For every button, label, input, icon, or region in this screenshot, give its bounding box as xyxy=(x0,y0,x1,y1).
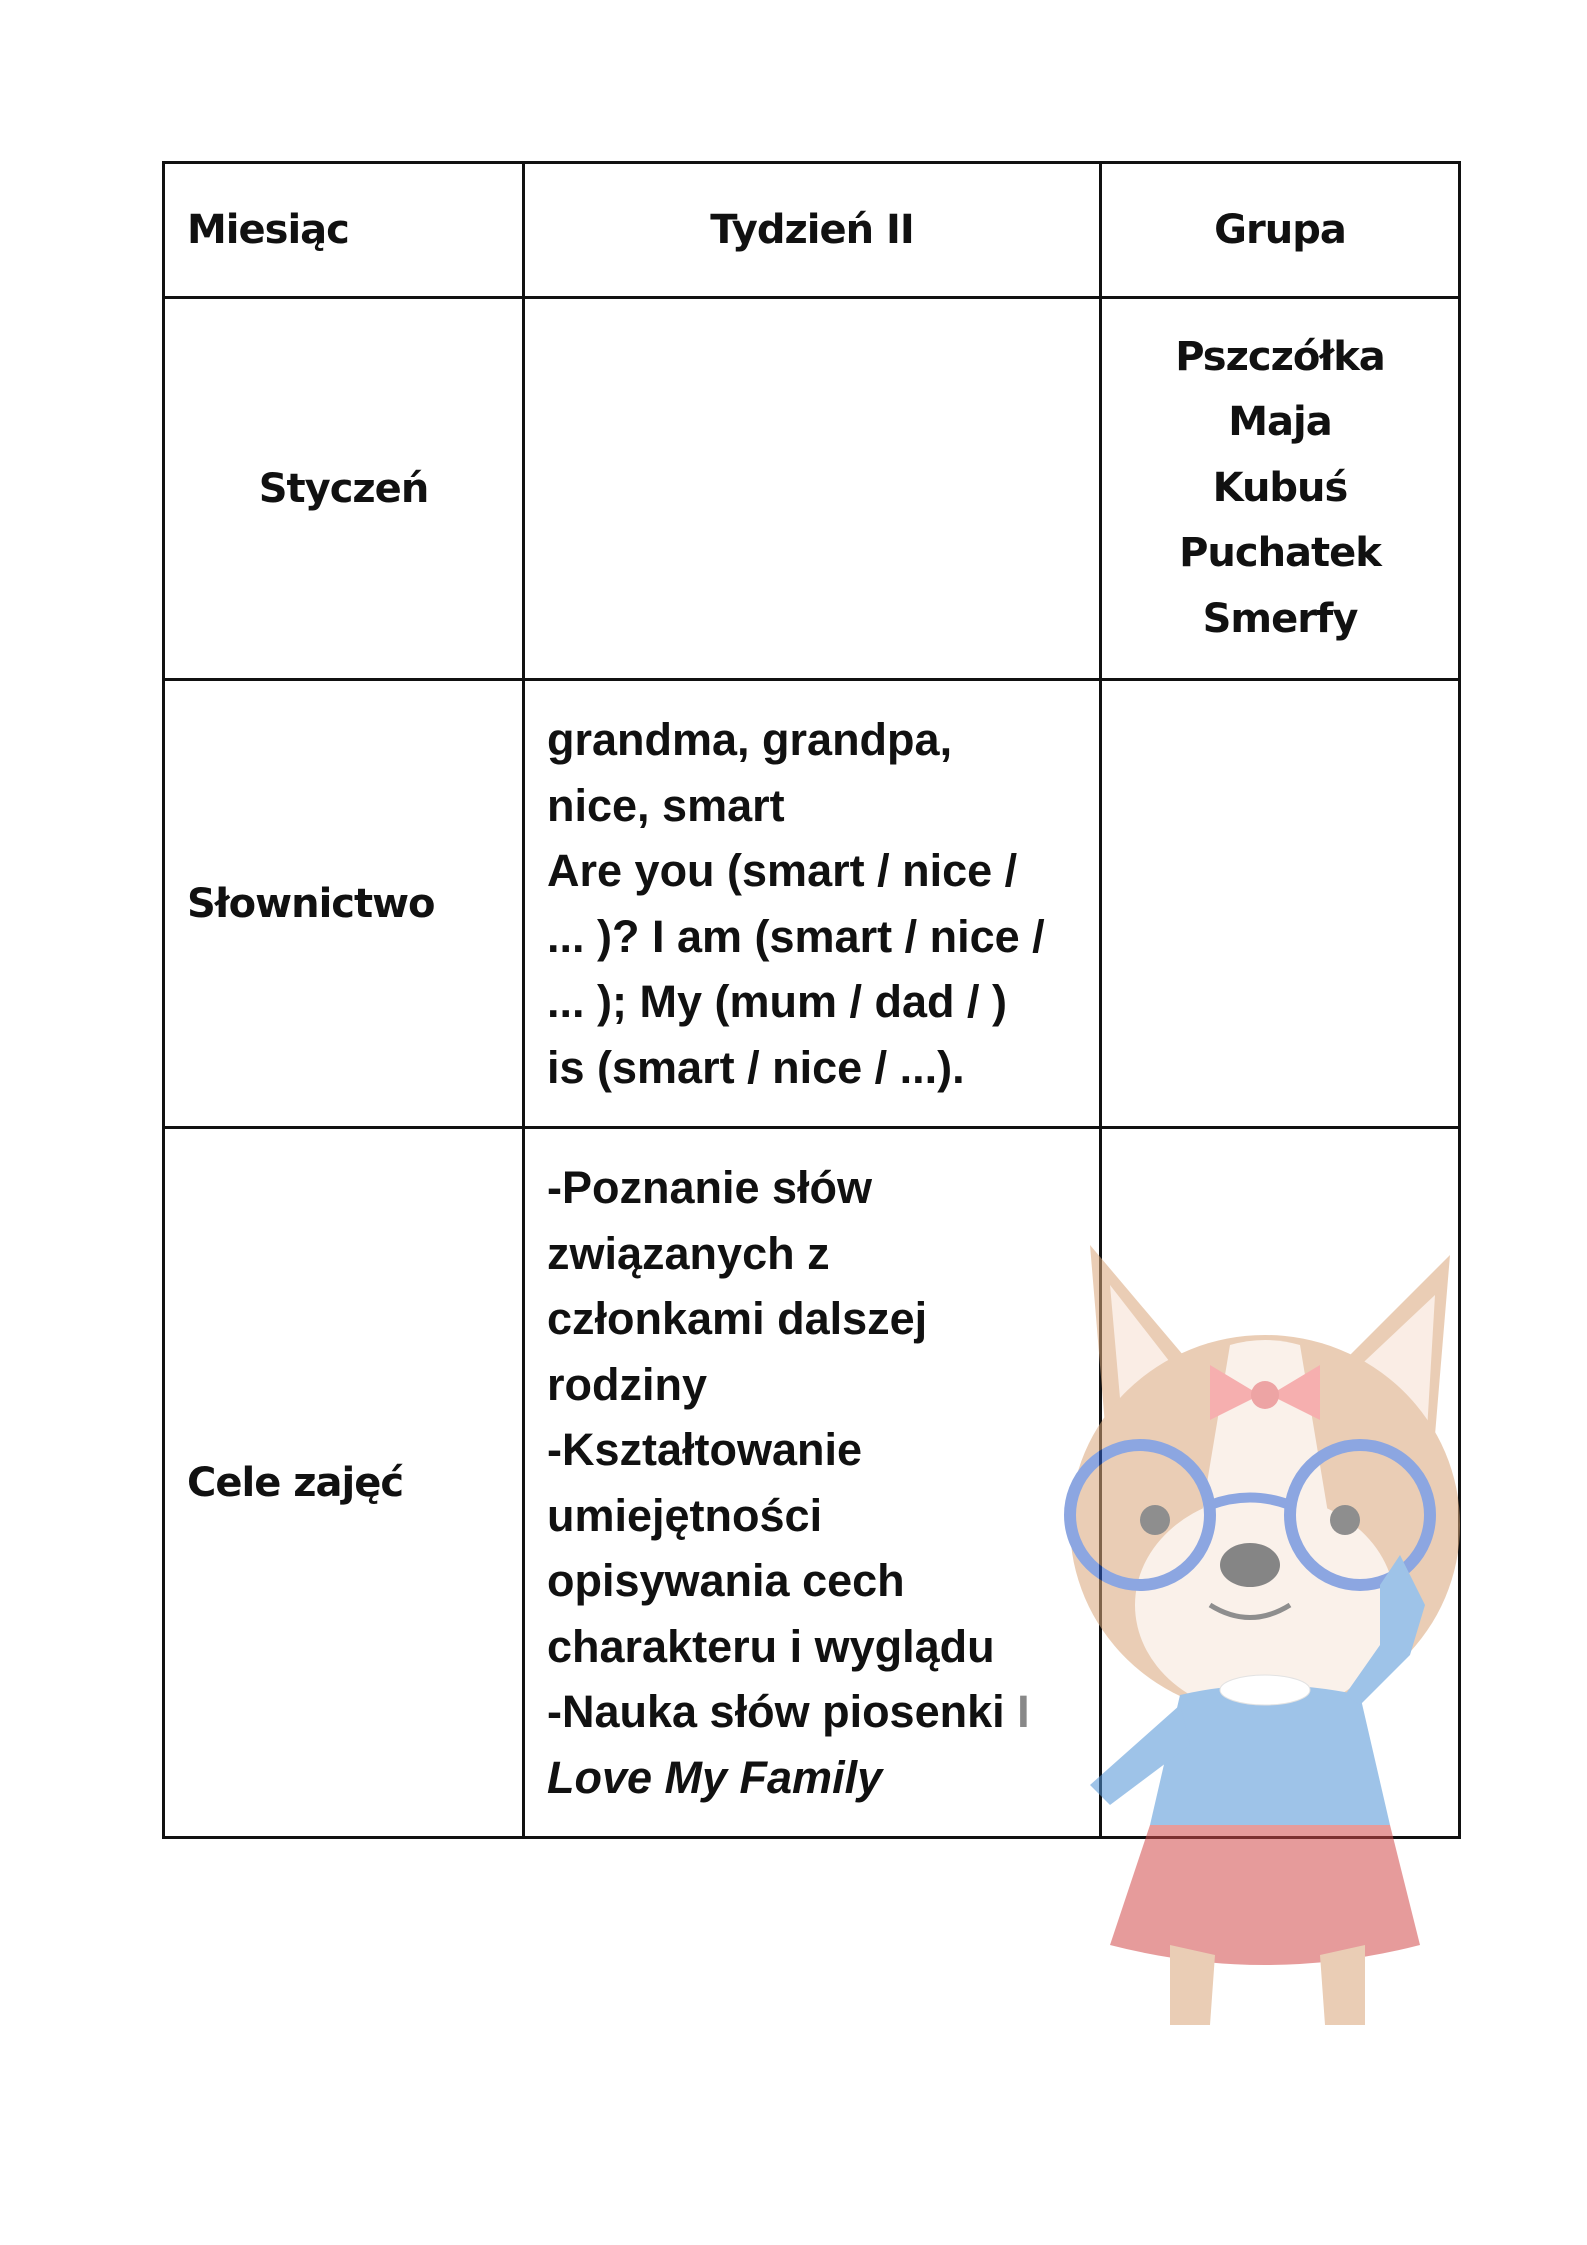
goal-line: -Poznanie słów xyxy=(547,1162,873,1213)
goals-group-cell xyxy=(1101,1128,1460,1838)
goal-line: rodziny xyxy=(547,1358,708,1410)
vocab-line: is (smart / nice / ...). xyxy=(547,1041,965,1093)
group-list xyxy=(1101,298,1460,680)
vocab-label: Słownictwo xyxy=(164,680,524,1128)
goal-line: związanych z xyxy=(547,1227,830,1279)
group-item: Smerfy xyxy=(1202,595,1358,642)
goals-row xyxy=(164,1128,1460,1838)
header-row xyxy=(164,163,1460,298)
goals-content xyxy=(524,1128,1101,1838)
month-label: Styczeń xyxy=(164,298,524,680)
goal-line: umiejętności xyxy=(547,1489,823,1541)
group-item: Maja xyxy=(1228,399,1332,446)
vocab-line: nice, smart xyxy=(547,779,785,831)
goal-line: członkami dalszej xyxy=(547,1293,928,1344)
vocab-line: Are you (smart / nice / xyxy=(547,845,1018,896)
vocab-line: ... ); My (mum / dad / ) xyxy=(547,976,1007,1027)
header-month: Miesiąc xyxy=(164,163,524,298)
goals-label: Cele zajęć xyxy=(164,1128,524,1838)
song-prefix: -Nauka słów piosenki xyxy=(547,1686,1005,1737)
goal-line: -Kształtowanie xyxy=(547,1424,863,1475)
goal-line-song xyxy=(547,1679,1077,1745)
song-slash: I xyxy=(1017,1686,1030,1737)
month-week-cell xyxy=(524,298,1101,680)
vocab-content xyxy=(524,680,1101,1128)
group-item: Kubuś xyxy=(1212,464,1348,511)
vocab-line: grandma, grandpa, xyxy=(547,714,953,765)
group-item: Pszczółka xyxy=(1175,333,1385,380)
song-title: Love My Family xyxy=(547,1751,883,1803)
vocab-group-cell xyxy=(1101,680,1460,1128)
month-row xyxy=(164,298,1460,680)
header-group: Grupa xyxy=(1101,163,1460,298)
goal-line: charakteru i wyglądu xyxy=(547,1620,995,1672)
vocab-line: ... )? I am (smart / nice / xyxy=(547,910,1045,962)
goal-line: opisywania cech xyxy=(547,1555,905,1606)
header-week: Tydzień II xyxy=(524,163,1101,298)
lesson-plan-table xyxy=(162,161,1461,1839)
vocab-row xyxy=(164,680,1460,1128)
group-item: Puchatek xyxy=(1179,530,1381,577)
